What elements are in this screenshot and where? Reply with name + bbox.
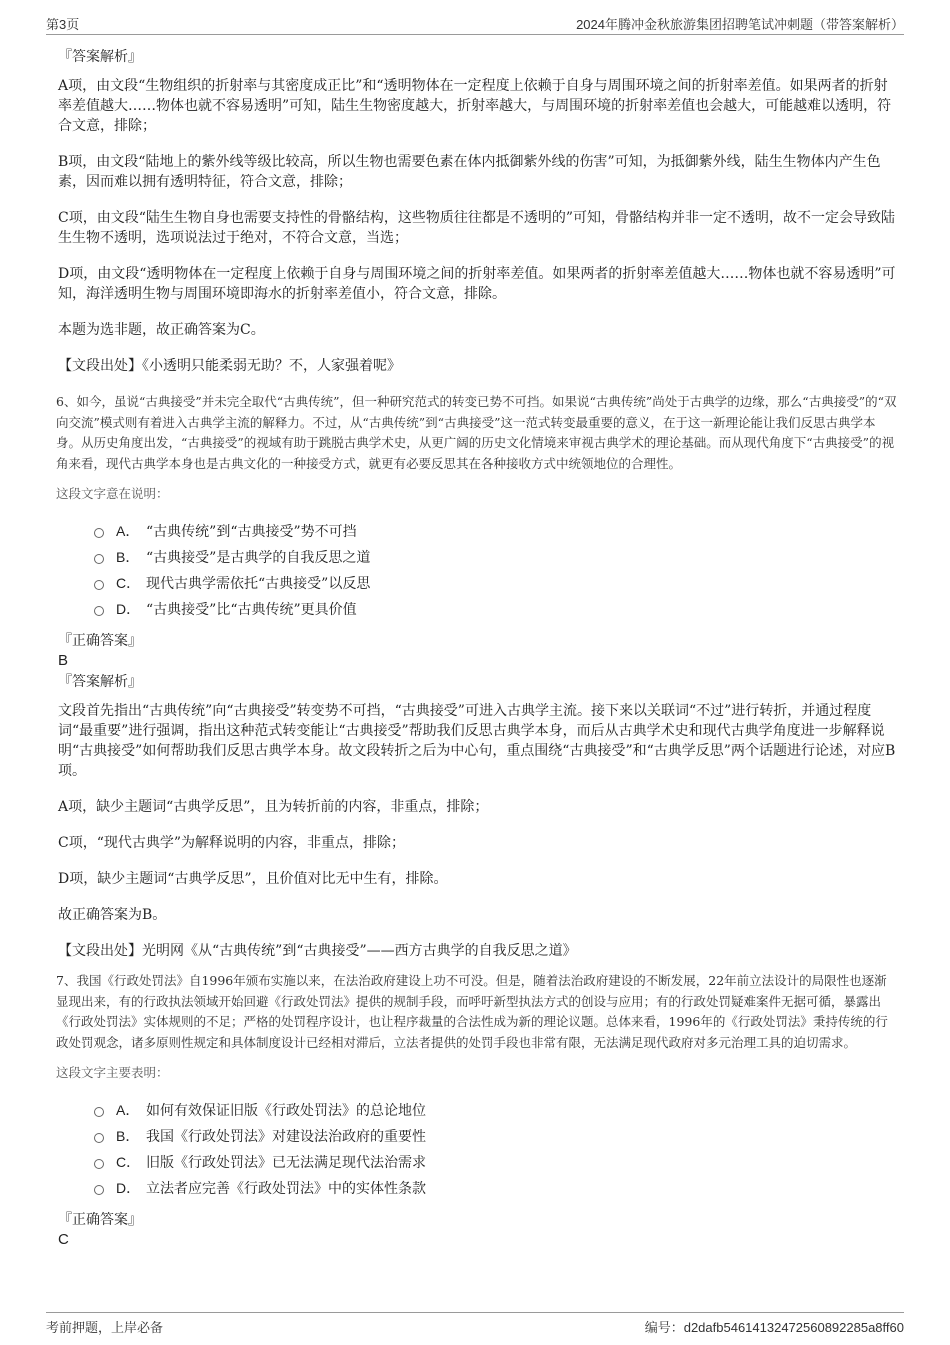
option-c[interactable]: [94, 1149, 898, 1175]
question-stem: 7、我国《行政处罚法》自1996年颁布实施以来，在法治政府建设上功不可没。但是，随着法治政府建设的不断发展，22年前立法设计的局限性也逐渐显现出来，有的行政执法领域开始回避《行政处罚法》提供的规制手段，而呼吁新型执法方式的创设与应用；有的行政处罚疑难案件无据可循，暴露出《行政处罚法》实体规则的不足；严格的处罚程序设计，也让程序裁量的合法性成为新的理论议题。总体来看，1996年的《行政处罚法》秉持传统的行政处罚观念，诸多原则性规定和具体制度设计已经相对滞后，立法者提供的处罚手段也非常有限，无法满足现代政府对多元治理工具的迫切需求。: [56, 973, 888, 1050]
option-letter: D．: [116, 1180, 141, 1196]
analysis-paragraph: 故正确答案为B。: [58, 907, 167, 923]
answer-value: B: [58, 652, 69, 669]
option-a[interactable]: [94, 518, 898, 544]
page-footer: [46, 1312, 904, 1337]
option-text: 旧版《行政处罚法》已无法满足现代法治需求: [146, 1155, 426, 1171]
answer-value: C: [58, 1231, 69, 1248]
analysis-paragraph: 文段首先指出“古典传统”向“古典接受”转变势不可挡，“古典接受”可进入古典学主流。接下来以关联词“不过”进行转折，并通过程度词“最重要”进行强调，指出这种范式转变能让“古典接受”帮助我们反思古典学本身，而后从古典学术史和现代古典学角度进一步解释说明“古典接受”如何帮助我们反思古典学本身。故文段转折之后为中心句，重点围绕“古典接受”和“古典学反思”两个话题进行论述，对应B项。: [58, 703, 896, 779]
analysis-paragraph: A项，缺少主题词“古典学反思”，且为转折前的内容，非重点，排除；: [58, 799, 489, 815]
radio-button[interactable]: [94, 1159, 104, 1169]
option-letter: C．: [116, 575, 141, 591]
document-title: 2024年腾冲金秋旅游集团招聘笔试冲刺题（带答案解析）: [576, 17, 904, 32]
page-content: [56, 46, 898, 1256]
radio-button[interactable]: [94, 528, 104, 538]
question-prompt: 这段文字意在说明：: [56, 486, 169, 501]
option-text: “古典传统”到“古典接受”势不可挡: [146, 524, 357, 540]
answer-label: 『正确答案』: [58, 1212, 142, 1228]
answer-label: 『正确答案』: [58, 633, 142, 649]
q5-analysis: [56, 46, 898, 376]
option-letter: C．: [116, 1154, 141, 1170]
page-number: 第3页: [46, 17, 80, 32]
radio-button[interactable]: [94, 606, 104, 616]
analysis-paragraph: B项，由文段“陆地上的紫外线等级比较高，所以生物也需要色素在体内抵御紫外线的伤害”可知，为抵御紫外线，陆生生物体内产生色素，因而难以拥有透明特征，符合文意，排除；: [58, 154, 881, 190]
option-list: [94, 518, 898, 622]
analysis-paragraph: D项，由文段“透明物体在一定程度上依赖于自身与周围环境之间的折射率差值。如果两者的折射率差值越大……物体也就不容易透明”可知，海洋透明生物与周围环境即海水的折射率差值小，符合文意，排除。: [58, 266, 896, 302]
document-id: 编号：d2dafb5461413247256089228​5a8ff60: [644, 1320, 904, 1335]
option-d[interactable]: [94, 1175, 898, 1201]
analysis-paragraph: D项，缺少主题词“古典学反思”，且价值对比无中生有，排除。: [58, 871, 448, 887]
option-a[interactable]: [94, 1097, 898, 1123]
question-6: [56, 392, 898, 961]
option-list: [94, 1097, 898, 1201]
option-d[interactable]: [94, 596, 898, 622]
radio-button[interactable]: [94, 1185, 104, 1195]
analysis-label: 『答案解析』: [58, 49, 142, 65]
analysis-paragraph: C项，“现代古典学”为解释说明的内容，非重点，排除；: [58, 835, 406, 851]
option-text: 现代古典学需依托“古典接受”以反思: [146, 576, 371, 592]
page-header: [46, 12, 904, 35]
option-text: “古典接受”是古典学的自我反思之道: [146, 550, 371, 566]
analysis-paragraph: 本题为选非题，故正确答案为C。: [58, 322, 265, 338]
option-letter: B．: [116, 1128, 140, 1144]
question-prompt: 这段文字主要表明：: [56, 1065, 169, 1080]
option-c[interactable]: [94, 570, 898, 596]
question-7: [56, 971, 898, 1248]
option-text: 如何有效保证旧版《行政处罚法》的总论地位: [146, 1103, 426, 1119]
option-b[interactable]: [94, 544, 898, 570]
radio-button[interactable]: [94, 1133, 104, 1143]
option-letter: A．: [116, 1102, 140, 1118]
option-text: 我国《行政处罚法》对建设法治政府的重要性: [146, 1129, 426, 1145]
option-text: 立法者应完善《行政处罚法》中的实体性条款: [146, 1181, 426, 1197]
option-text: “古典接受”比“古典传统”更具价值: [146, 602, 357, 618]
analysis-label: 『答案解析』: [58, 674, 142, 690]
source-citation: 【文段出处】《小透明只能柔弱无助？不，人家强着呢》: [58, 358, 401, 374]
option-letter: D．: [116, 601, 141, 617]
analysis-paragraph: C项，由文段“陆生生物自身也需要支持性的骨骼结构，这些物质往往都是不透明的”可知，骨骼结构并非一定不透明，故不一定会导致陆生生物不透明，选项说法过于绝对，不符合文意，当选；: [58, 210, 896, 246]
option-b[interactable]: [94, 1123, 898, 1149]
question-stem: 6、如今，虽说“古典接受”并未完全取代“古典传统”，但一种研究范式的转变已势不可挡。如果说“古典传统”尚处于古典学的边缘，那么“古典接受”的“双向交流”模式则有着进入古典学主流的解释力。不过，从“古典传统”到“古典接受”这一范式转变最重要的意义，在于这一新理论能让我们反思古典学本身。从历史角度出发，“古典接受”的视域有助于跳脱古典学术史，从更广阔的历史文化情境来审视古典学术的理论基础。而从现代角度下“古典接受”的视角来看，现代古典学本身也是古典文化的一种接受方式，就更有必要反思其在各种接收方式中统领地位的合理性。: [56, 394, 897, 471]
footer-slogan: 考前押题，上岸必备: [46, 1320, 164, 1335]
radio-button[interactable]: [94, 1107, 104, 1117]
radio-button[interactable]: [94, 580, 104, 590]
option-letter: B．: [116, 549, 140, 565]
option-letter: A．: [116, 523, 140, 539]
analysis-paragraph: A项，由文段“生物组织的折射率与其密度成正比”和“透明物体在一定程度上依赖于自身与周围环境之间的折射率差值。如果两者的折射率差值越大……物体也就不容易透明”可知，陆生生物密度越大，折射率越大，与周围环境的折射率差值也会越大，可能越难以透明，符合文意，排除；: [58, 78, 892, 134]
radio-button[interactable]: [94, 554, 104, 564]
source-citation: 【文段出处】光明网《从“古典传统”到“古典接受”——西方古典学的自我反思之道》: [58, 943, 577, 959]
